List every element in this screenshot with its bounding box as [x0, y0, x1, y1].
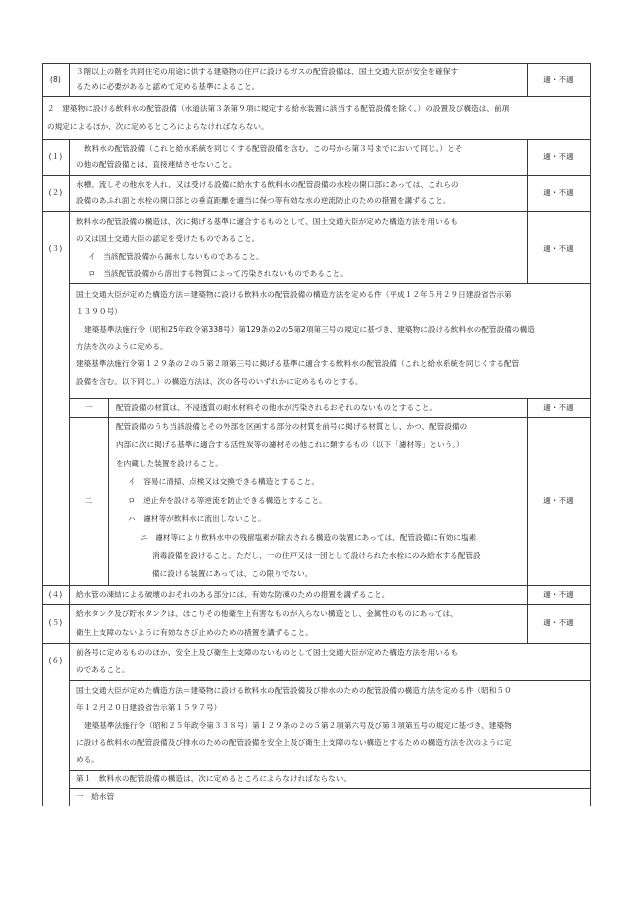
verdict-cell[interactable]: 適・不適: [543, 188, 574, 197]
row-line: [69, 398, 591, 399]
row-number: (４): [48, 590, 63, 599]
notice-text-line: 年１２月２０日建設省告示第１５９７号）: [76, 703, 222, 712]
notice-text-line: 設備を含む。以下同じ。）の構造方法は、次の各号のいずれかに定めるものとする。: [76, 377, 363, 386]
row-line: [42, 643, 591, 644]
row-line: [69, 417, 591, 418]
row-text-line: 水槽、流しその他水を入れ、又は受ける設備に給水する飲料水の配管設備の水栓の開口部にあっては、これらの: [76, 180, 459, 189]
notice-text-line: 国土交通大臣が定めた構造方法＝建築物に設ける飲料水の配管設備及び排水のための配管設備の構造方法を定める件（昭和５０: [76, 686, 512, 695]
row-text-line: 給水タンク及び貯水タンクは、ほこりその他衛生上有害なものが入らない構造とし、金属性のものにあっては、: [76, 609, 458, 618]
item-col-divider: [108, 398, 109, 585]
item-text-line: 消毒設備を設けること。ただし、一の住戸又は一団として設けられた水栓にのみ給水する配管設: [152, 551, 481, 560]
item-number: 二: [84, 496, 93, 505]
row-number: (２): [48, 188, 63, 197]
row-text-line: るために必要があると認めて定める基準によること。: [76, 82, 260, 91]
row-number: (６): [48, 656, 63, 665]
row-text-line: 前各号に定めるもののほか、安全上及び衛生上支障のないものとして国土交通大臣が定めた構造方法を用いるも: [76, 648, 459, 657]
item-text: 配管設備の材質は、不浸透質の耐水材料その他水が汚染されるおそれのないものとすること。: [116, 403, 438, 412]
row-line: [69, 283, 591, 284]
item-text-line: 備に設ける装置にあっては、この限りでない。: [152, 569, 313, 578]
verdict-cell[interactable]: 適・不適: [543, 75, 574, 84]
row-line: [42, 63, 591, 64]
verdict-cell[interactable]: 適・不適: [543, 496, 574, 505]
item-text-line: 配管設備のうち当該設備とその外部を区画する部分の材質を前号に掲げる材質とし、かつ、配管設備の: [116, 422, 468, 431]
verdict-cell[interactable]: 適・不適: [543, 403, 574, 412]
row-line: [42, 585, 591, 586]
row-text-line: の他の配管設備とは、直接連結させないこと。: [76, 160, 237, 169]
notice-text-line: 方法を次のように定める。: [76, 342, 168, 351]
notice-text-line: 建築基準法施行令（昭和25年政令第338号）第129条の2の5第2項第三号の規定に基づき、建築物に設ける飲料水の配管設備の構造: [84, 325, 535, 334]
row-line: [42, 175, 591, 176]
verdict-cell[interactable]: 適・不適: [543, 590, 574, 599]
notice-text-line: める。: [76, 755, 99, 764]
num-col-divider: [69, 139, 70, 806]
section-text-line: の規定によるほか、次に定めるところによらなければならない。: [47, 122, 269, 131]
item-text-line: 内部に次に掲げる基準に適合する活性炭等の濾材その他これに類するもの（以下「濾材等」という。）: [116, 440, 464, 449]
row-text-line: のであること。: [76, 665, 130, 674]
row-line: [42, 604, 591, 605]
notice-text-line: に設ける飲料水の配管設備及び排水のための配管設備を安全上及び衛生上支障のない構造とするための構造方法を次のように定: [76, 738, 512, 747]
notice-text-line: 建築基準法施行令（昭和２５年政令第３３８号）第１２９条の２の５第２項第六号及び第３項第五号の規定に基づき、建築物: [84, 721, 512, 730]
row-number: (１): [48, 152, 63, 161]
row-text: 給水管の凍結による破壊のおそれのある部分には、有効な防凍のための措置を講ずること。: [76, 590, 390, 599]
row-text-line: イ 当該配管設備から漏水しないものであること。: [88, 252, 264, 261]
item-text-line: ニ 濾材等により飲料水中の残留塩素が除去される構造の装置にあっては、配管設備に有効に塩素: [140, 533, 477, 542]
row-text-line: の又は国土交通大臣の認定を受けたものであること。: [76, 234, 260, 243]
row-line: [42, 96, 591, 97]
row-line: [69, 680, 591, 681]
row-text-line: 衛生上支障のないように有効なさび止めのための措置を講ずること。: [76, 628, 313, 637]
notice-text-line: 建築基準法施行令第１２９条の２の５第２項第三号に掲げる基準に適合する飲料水の配管設備（これと給水系統を同じくする配管: [76, 359, 520, 368]
item-text-line: イ 容易に清掃、点検又は交換できる構造とすること。: [128, 477, 320, 486]
item-text-line: ロ 逆止弁を設ける等逆流を防止できる構造とすること。: [128, 496, 327, 505]
notice-text-line: 国土交通大臣が定めた構造方法＝建築物に設ける飲料水の配管設備の構造方法を定める件（平成１２年５月２９日建設省告示第: [76, 290, 512, 299]
part-item-heading: 一 給水管: [76, 792, 115, 801]
num-col-divider: [69, 63, 70, 96]
row-text-line: 設備のあふれ面と水栓の開口部との垂直距離を適当に保つ等有効な水の逆流防止のための措置を講ずること。: [76, 196, 451, 205]
row-line: [42, 211, 591, 212]
row-line: [42, 139, 591, 140]
row-number: (8): [50, 75, 61, 84]
item-text-line: ハ 濾材等が飲料水に流出しないこと。: [128, 514, 266, 523]
item-number: 一: [84, 403, 93, 412]
verdict-cell[interactable]: 適・不適: [543, 152, 574, 161]
row-text-line: ３階以上の階を共同住宅の用途に供する建築物の住戸に設けるガスの配管設備は、国土交通大臣が安全を確保す: [76, 67, 459, 76]
row-text-line: ロ 当該配管設備から溶出する物質によって汚染されないものであること。: [88, 269, 348, 278]
part-heading: 第１ 飲料水の配管設備の構造は、次に定めるところによらなければならない。: [76, 774, 352, 783]
row-line: [69, 770, 591, 771]
item-text-line: を内蔵した装置を設けること。: [116, 459, 224, 468]
verdict-cell[interactable]: 適・不適: [543, 618, 574, 627]
row-text-line: 飲料水の配管設備の構造は、次に掲げる基準に適合するものとして、国土交通大臣が定めた構造方法を用いるも: [76, 217, 459, 226]
row-number: (５): [48, 618, 63, 627]
row-line: [69, 788, 591, 789]
row-text-line: 飲料水の配管設備（これと給水系統を同じくする配管設備を含む。この号から第３号までにおいて同じ。）とそ: [84, 144, 463, 153]
row-number: (３): [48, 244, 63, 253]
notice-text-line: １３９０号）: [76, 307, 122, 316]
section-text-line: ２ 建築物に設ける飲料水の配管設備（水道法第３条第９項に規定する給水装置に該当する配管設備を除く。）の設置及び構造は、前項: [47, 104, 510, 113]
verdict-cell[interactable]: 適・不適: [543, 244, 574, 253]
